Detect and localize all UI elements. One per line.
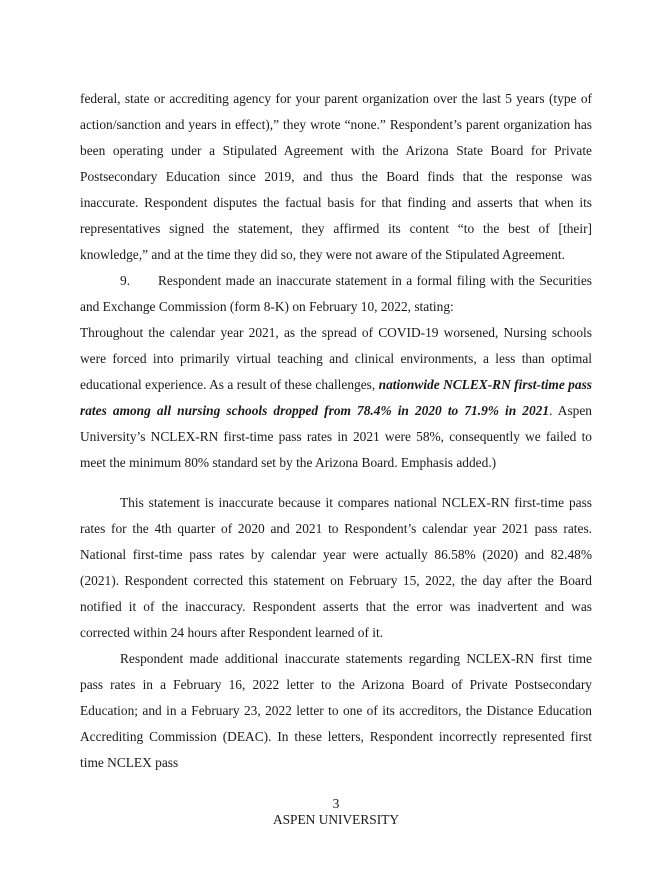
footer-organization: ASPEN UNIVERSITY: [272, 812, 400, 827]
paragraph-9: [80, 268, 592, 320]
page-footer: [0, 796, 672, 828]
paragraph-number: 9.: [120, 273, 131, 288]
quote-emphasis: nationwide NCLEX-RN first-time pass rates among all nursing schools dropped from 78.4% in 2020 to 71.9% in 2021: [80, 377, 592, 418]
paragraph-9-text: Respondent made an inaccurate statement in a formal filing with the Securities and Exchange Commission (form 8-K) on February 10, 2022, stating:: [80, 273, 592, 314]
page-number: 3: [332, 796, 340, 811]
block-quote: [80, 320, 592, 476]
paragraph-inaccuracy-explanation: This statement is inaccurate because it compares national NCLEX-RN first-time pass rates for the 4th quarter of 2020 and 2021 to Respondent’s calendar year 2021 pass rates. National first-time pass rates by calendar year were actually 86.58% (2020) and 82.48% (2021). Respondent corrected this statement on February 15, 2022, the day after the Board notified it of the inaccuracy. Respondent asserts that the error was inadvertent and was corrected within 24 hours after Respondent learned of it.: [80, 495, 592, 640]
paragraph-additional-statements: Respondent made additional inaccurate statements regarding NCLEX-RN first time pass rates in a February 16, 2022 letter to the Arizona Board of Private Postsecondary Education; and in a February 23, 2022 letter to one of its accreditors, the Distance Education Accrediting Commission (DEAC). In these letters, Respondent incorrectly represented first time NCLEX pass: [80, 651, 592, 770]
spacer: [80, 476, 592, 490]
paragraph-continuation: federal, state or accrediting agency for your parent organization over the last 5 years (type of action/sanction and years in effect),” they wrote “none.” Respondent’s parent organization has been operating under a Stipulated Agreement with the Arizona State Board for Private Postsecondary Education since 2019, and thus the Board finds that the response was inaccurate. Respondent disputes the factual basis for that finding and asserts that when its representatives signed the statement, they affirmed its content “to the best of [their] knowledge,” and at the time they did so, they were not aware of the Stipulated Agreement.: [80, 91, 592, 262]
quote-text-pre: Throughout the calendar year 2021, as the spread of COVID-19 worsened, Nursing schools were forced into primarily virtual teaching and clinical environments, a less than optimal educational experience. As a result of these challenges,: [80, 325, 592, 392]
document-page: [80, 86, 592, 776]
quote-text-post: . Aspen University’s NCLEX-RN first-time pass rates in 2021 were 58%, consequently we failed to meet the minimum 80% standard set by the Arizona Board. Emphasis added.): [80, 403, 592, 470]
